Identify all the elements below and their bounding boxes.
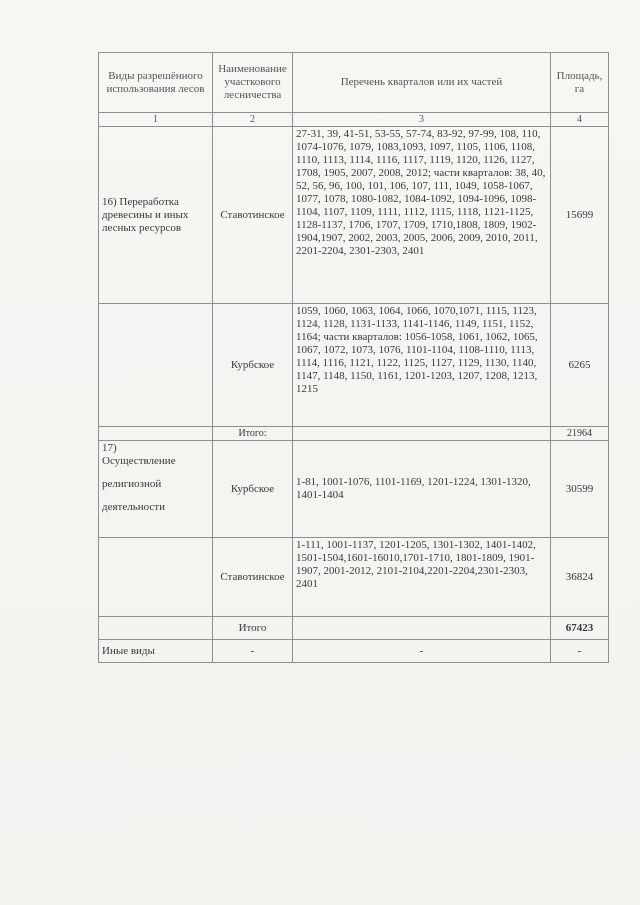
quarters-cell <box>293 617 551 640</box>
column-number: 4 <box>551 113 609 127</box>
table-row <box>99 538 609 617</box>
table-row <box>99 304 609 427</box>
use-type-cell <box>99 538 213 617</box>
quarters-cell: 27-31, 39, 41-51, 53-55, 57-74, 83-92, 97-99, 108, 110, 1074-1076, 1079, 1083,1093, 1097, 1105, 1106, 1108, 1110, 1113, 1114, 1116, 1117, 1119, 1120, 1126, 1127, 1708, 1905, 2007, 2008, 2012; части кварталов: 38, 40, 52, 56, 96, 100, 101, 106, 107, 111, 1049, 1058-1067, 1077, 1078, 1080-1082, 1084-1092, 1094-1096, 1098-1104, 1107, 1109, 1111, 1112, 1115, 1118, 1121-1125, 1128-1137, 1706, 1707, 1709, 1710,1808, 1809, 1902-1904,1907, 2002, 2003, 2005, 2006, 2009, 2010, 2011, 2201-2204, 2301-2303, 2401 <box>293 127 551 304</box>
empty-cell <box>99 427 213 441</box>
area-cell: 6265 <box>551 304 609 427</box>
subtotal-label: Итого: <box>213 427 293 441</box>
use-type-line: Осуществление <box>102 455 176 467</box>
subtotal-row <box>99 427 609 441</box>
total-area: 67423 <box>551 617 609 640</box>
forest-use-table <box>98 52 609 663</box>
use-type-number: 17) <box>102 442 117 454</box>
use-type-cell <box>99 441 213 538</box>
empty-cell <box>99 617 213 640</box>
column-number-row <box>99 113 609 127</box>
forestry-cell: - <box>213 640 293 663</box>
total-label: Итого <box>213 617 293 640</box>
table-row <box>99 127 609 304</box>
quarters-cell: 1-81, 1001-1076, 1101-1169, 1201-1224, 1301-1320, 1401-1404 <box>293 441 551 538</box>
table-row <box>99 441 609 538</box>
header-quarters-list: Перечень кварталов или их частей <box>293 53 551 113</box>
quarters-cell: 1-111, 1001-1137, 1201-1205, 1301-1302, 1401-1402, 1501-1504,1601-16010,1701-1710, 1801-1809, 1901-1907, 2001-2012, 2101-2104,2201-2204,2301-2303, 2401 <box>293 538 551 617</box>
use-type-line: деятельности <box>102 501 165 513</box>
quarters-cell: 1059, 1060, 1063, 1064, 1066, 1070,1071, 1115, 1123, 1124, 1128, 1131-1133, 1141-1146, 1149, 1151, 1152, 1164; части кварталов: 1056-1058, 1061, 1062, 1065, 1067, 1072, 1073, 1076, 1101-1104, 1108-1110, 1113, 1114, 1116, 1121, 1122, 1125, 1127, 1129, 1130, 1140, 1147, 1148, 1150, 1161, 1201-1203, 1207, 1208, 1213, 1215 <box>293 304 551 427</box>
area-cell: 30599 <box>551 441 609 538</box>
use-type-line: религиозной <box>102 478 162 490</box>
column-number: 2 <box>213 113 293 127</box>
forestry-cell: Ставотинское <box>213 538 293 617</box>
total-row <box>99 617 609 640</box>
use-type-cell <box>99 304 213 427</box>
quarters-cell: - <box>293 640 551 663</box>
area-cell: 36824 <box>551 538 609 617</box>
header-use-type: Виды разрешённого использования лесов <box>99 53 213 113</box>
column-number: 3 <box>293 113 551 127</box>
forestry-cell: Курбское <box>213 441 293 538</box>
forestry-cell: Курбское <box>213 304 293 427</box>
table-header-row <box>99 53 609 113</box>
header-forestry-name: Наименование участкового лесничества <box>213 53 293 113</box>
forestry-cell: Ставотинское <box>213 127 293 304</box>
column-number: 1 <box>99 113 213 127</box>
area-cell: 15699 <box>551 127 609 304</box>
use-type-cell: Иные виды <box>99 640 213 663</box>
subtotal-area: 21964 <box>551 427 609 441</box>
header-area: Площадь, га <box>551 53 609 113</box>
quarters-cell <box>293 427 551 441</box>
table-row <box>99 640 609 663</box>
area-cell: - <box>551 640 609 663</box>
use-type-cell: 16) Переработка древесины и иных лесных ресурсов <box>99 127 213 304</box>
